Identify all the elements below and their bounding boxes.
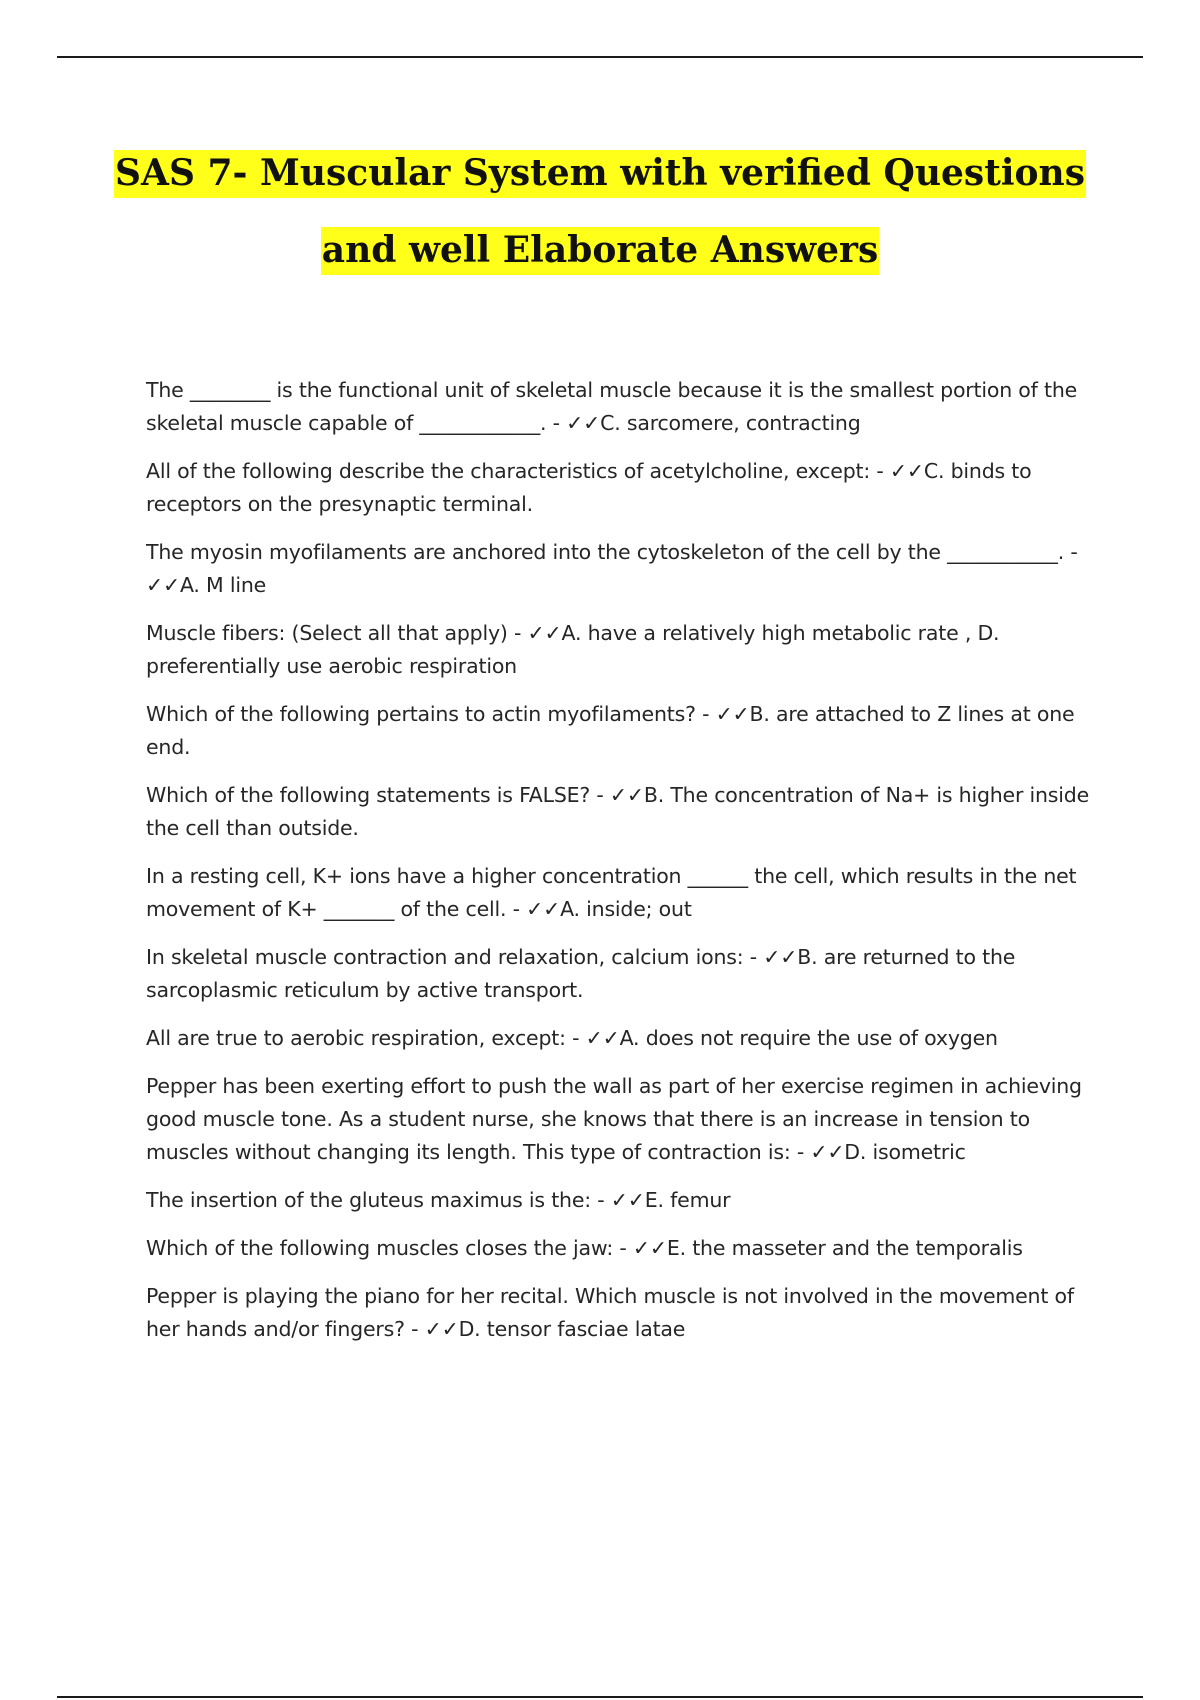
qa-item: All are true to aerobic respiration, except: - ✓✓A. does not require the use of oxygen (146, 1026, 998, 1050)
qa-item: Pepper is playing the piano for her recital. Which muscle is not involved in the movement of her hands and/or fingers? - ✓✓D. tensor fasciae latae (146, 1284, 1074, 1341)
qa-item: Which of the following statements is FALSE? - ✓✓B. The concentration of Na+ is higher inside the cell than outside. (146, 783, 1089, 840)
bottom-rule (57, 1696, 1143, 1698)
qa-item: Which of the following pertains to actin myofilaments? - ✓✓B. are attached to Z lines at one end. (146, 702, 1075, 759)
top-rule (57, 56, 1143, 58)
qa-item: Pepper has been exerting effort to push the wall as part of her exercise regimen in achieving good muscle tone. As a student nurse, she knows that there is an increase in tension to muscles without changing its length. This type of contraction is: - ✓✓D. isometric (146, 1074, 1082, 1164)
title-line-1: SAS 7- Muscular System with verified Questions (114, 150, 1086, 198)
qa-item: The insertion of the gluteus maximus is the: - ✓✓E. femur (146, 1188, 731, 1212)
qa-item: The myosin myofilaments are anchored into the cytoskeleton of the cell by the ___________. - ✓✓A. M line (146, 540, 1078, 597)
title-line-2: and well Elaborate Answers (321, 227, 879, 275)
qa-item: In skeletal muscle contraction and relaxation, calcium ions: - ✓✓B. are returned to the sarcoplasmic reticulum by active transport. (146, 945, 1016, 1002)
qa-item: The ________ is the functional unit of skeletal muscle because it is the smallest portion of the skeletal muscle capable of ____________. - ✓✓C. sarcomere, contracting (146, 378, 1078, 435)
document-title (60, 135, 1140, 289)
qa-item: All of the following describe the characteristics of acetylcholine, except: - ✓✓C. binds to receptors on the presynaptic terminal. (146, 459, 1032, 516)
qa-item: Which of the following muscles closes the jaw: - ✓✓E. the masseter and the temporalis (146, 1236, 1023, 1260)
question-answer-list (146, 374, 1096, 1361)
qa-item: In a resting cell, K+ ions have a higher concentration ______ the cell, which results in the net movement of K+ _______ of the cell. - ✓✓A. inside; out (146, 864, 1077, 921)
qa-item: Muscle fibers: (Select all that apply) - ✓✓A. have a relatively high metabolic rate , D. preferentially use aerobic respiration (146, 621, 1000, 678)
